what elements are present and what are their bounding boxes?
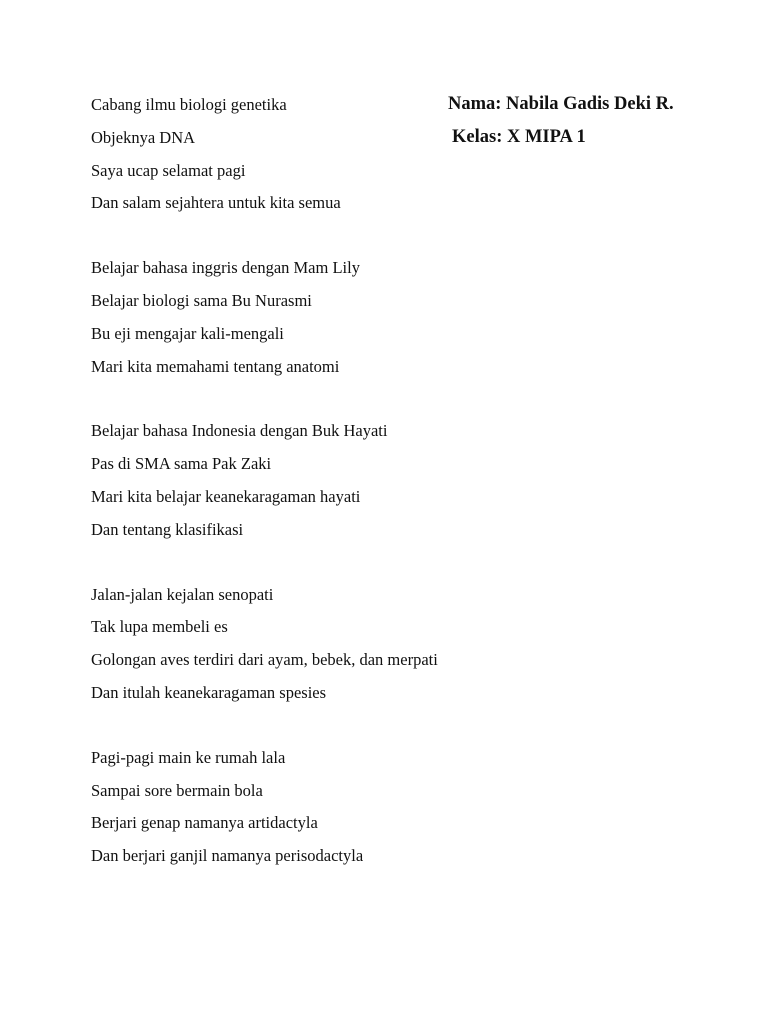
poem-line: Mari kita memahami tentang anatomi [91, 356, 340, 376]
poem-line: Dan tentang klasifikasi [91, 519, 244, 539]
poem-line: Belajar bahasa Indonesia dengan Buk Hayati [91, 421, 388, 441]
stanza [91, 93, 651, 224]
poem-line: Berjari genap namanya artidactyla [91, 813, 318, 833]
poem-line: Saya ucap selamat pagi [91, 160, 246, 180]
poem-line: Golongan aves terdiri dari ayam, bebek, dan merpati [91, 650, 438, 670]
poem-line: Cabang ilmu biologi genetika [91, 95, 287, 114]
poem-line: Dan itulah keanekaragaman spesies [91, 682, 327, 702]
poem-line: Belajar biologi sama Bu Nurasmi [91, 290, 312, 310]
poem-line: Dan salam sejahtera untuk kita semua [91, 193, 341, 213]
poem-line: Jalan-jalan kejalan senopati [91, 584, 274, 604]
poem-line: Bu eji mengajar kali-mengali [91, 323, 284, 343]
poem-line: Pas di SMA sama Pak Zaki [91, 454, 272, 474]
poem-line: Belajar bahasa inggris dengan Mam Lily [91, 258, 360, 278]
stanza [91, 583, 651, 714]
stanza [91, 419, 651, 550]
student-name: Nama: Nabila Gadis Deki R. [448, 94, 674, 114]
poem-line: Pagi-pagi main ke rumah lala [91, 747, 286, 767]
poem-line: Tak lupa membeli es [91, 617, 228, 637]
student-class: Kelas: X MIPA 1 [452, 127, 586, 147]
stanza [91, 256, 651, 387]
poem [91, 93, 651, 909]
poem-line: Objeknya DNA [91, 127, 196, 147]
poem-line: Dan berjari ganjil namanya perisodactyla [91, 846, 364, 866]
stanza [91, 746, 651, 877]
poem-line: Sampai sore bermain bola [91, 780, 263, 800]
poem-line: Mari kita belajar keanekaragaman hayati [91, 486, 361, 506]
